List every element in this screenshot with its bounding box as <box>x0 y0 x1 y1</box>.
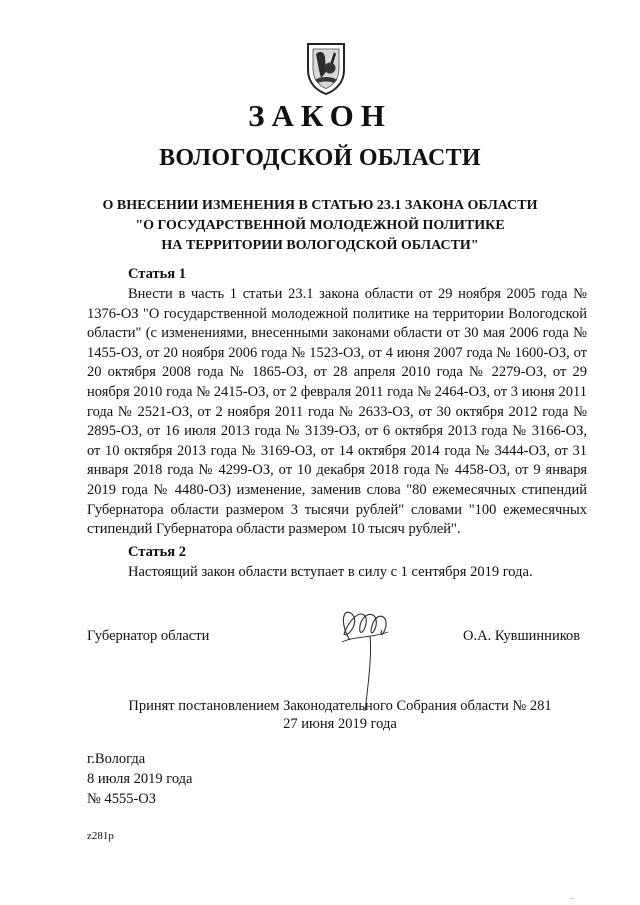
article-2-heading: Статья 2 <box>128 544 186 560</box>
document-subtitle: ВОЛОГОДСКОЙ ОБЛАСТИ <box>159 145 481 171</box>
issue-city: г.Вологда <box>87 751 146 767</box>
corner-mark: ‥ <box>569 893 574 901</box>
article-2-text: Настоящий закон области вступает в силу с 1 сентября 2019 года. <box>128 564 533 580</box>
article-1-text: Внести в часть 1 статьи 23.1 закона области от 29 ноября 2005 года № 1376-ОЗ "О государственной молодежной политике на территории Вологодской области" (с изменениями, внесенными законами области от 30 мая 2006 года № 1455-ОЗ, от 20 ноября 2006 года № 1523-ОЗ, от 4 июня 2007 года № 1600-ОЗ, от 20 октября 2008 года № 1865-ОЗ, от 28 апреля 2010 года № 2279-ОЗ, от 29 ноября 2010 года № 2415-ОЗ, от 2 февраля 2011 года № 2464-ОЗ, от 3 июня 2011 года № 2521-ОЗ, от 2 ноября 2011 года № 2633-ОЗ, от 30 октября 2012 года № 2895-ОЗ, от 16 июля 2013 года № 3139-ОЗ, от 6 октября 2013 года № 3166-ОЗ, от 10 октября 2013 года № 3169-ОЗ, от 14 октября 2014 года № 3444-ОЗ, от 31 января 2018 года № 4299-ОЗ, от 10 декабря 2018 года № 4458-ОЗ, от 9 января 2019 года № 4480-ОЗ) изменение, заменив слова "80 ежемесячных стипендий Губернатора области размером 3 тысячи рублей" словами "100 ежемесячных стипендий Губернатора области размером 10 тысяч рублей". <box>87 286 587 538</box>
subject-line: НА ТЕРРИТОРИИ ВОЛОГОДСКОЙ ОБЛАСТИ" <box>161 238 479 253</box>
law-subject <box>60 196 580 256</box>
article-1-heading: Статья 1 <box>128 266 186 282</box>
document-title: ЗАКОН <box>248 98 392 133</box>
law-number: № 4555-ОЗ <box>87 791 157 807</box>
adoption-date: 27 июня 2019 года <box>283 716 397 732</box>
signatory-name: О.А. Кувшинников <box>463 628 581 644</box>
issue-date: 8 июля 2019 года <box>87 771 193 787</box>
issue-details <box>87 749 193 809</box>
adoption-note <box>100 697 580 733</box>
subject-line: О ВНЕСЕНИИ ИЗМЕНЕНИЯ В СТАТЬЮ 23.1 ЗАКОНА ОБЛАСТИ <box>102 198 538 213</box>
subject-line: "О ГОСУДАРСТВЕННОЙ МОЛОДЕЖНОЙ ПОЛИТИКЕ <box>135 218 505 233</box>
adoption-line: Принят постановлением Законодательного Собрания области № 281 <box>128 698 552 714</box>
signatory-role: Губернатор области <box>87 628 210 644</box>
document-code: z281p <box>87 830 114 842</box>
coat-of-arms-icon <box>304 40 348 96</box>
